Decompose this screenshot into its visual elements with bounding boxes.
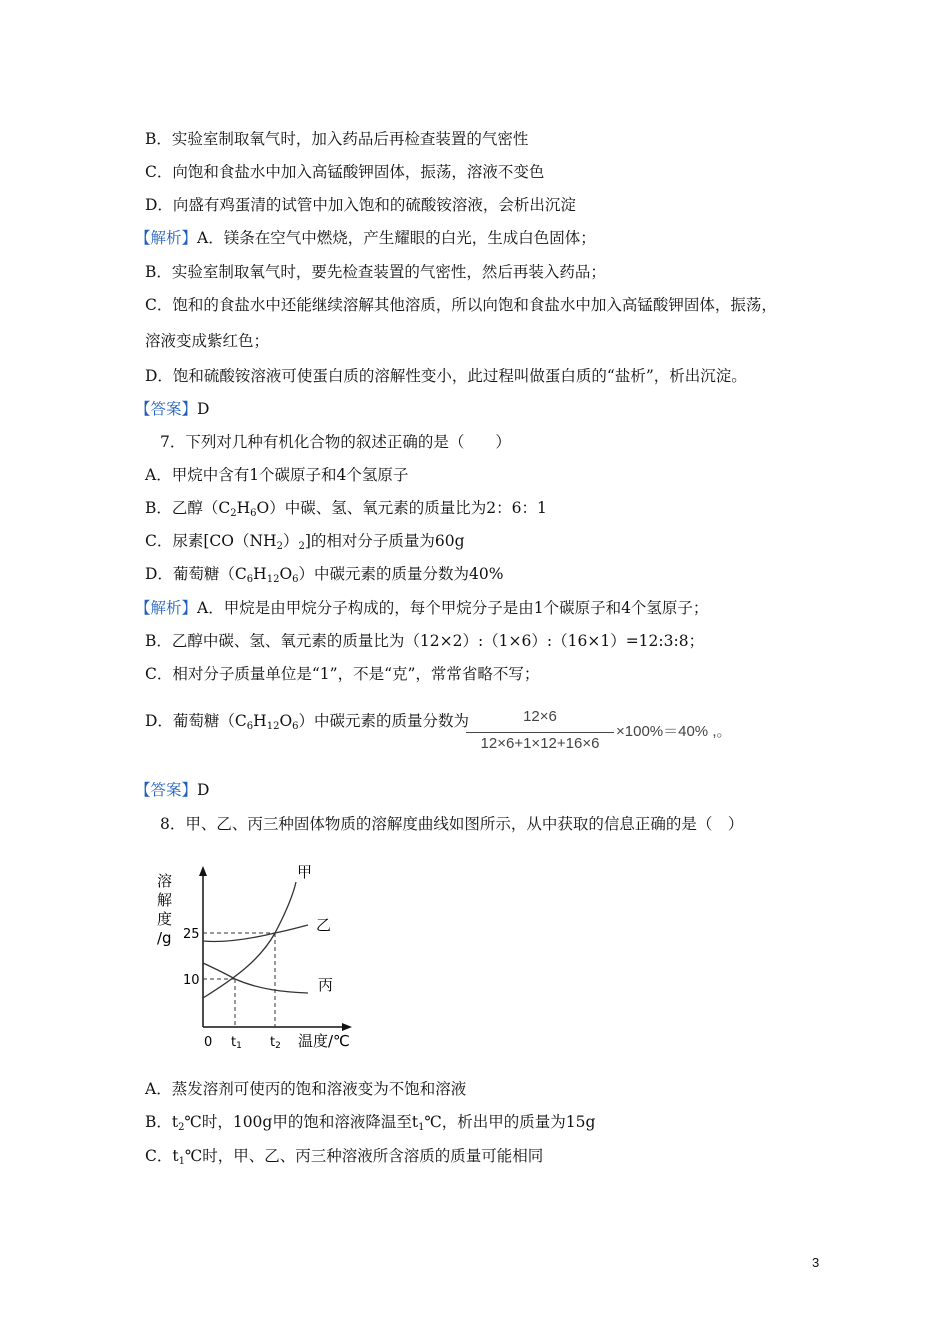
x-axis-arrow (342, 1023, 352, 1031)
option-a-q8: A．蒸发溶剂可使丙的饱和溶液变为不饱和溶液 (145, 1080, 467, 1098)
sub: 6 (246, 721, 254, 732)
analysis-q6-c-cont: 溶液变成紫红色； (145, 332, 270, 350)
question-8: 8．甲、乙、丙三种固体物质的溶解度曲线如图所示，从中获取的信息正确的是（ ） (160, 815, 744, 833)
t: H (236, 499, 251, 517)
option-d-q6: D．向盛有鸡蛋清的试管中加入饱和的硫酸铵溶液，会析出沉淀 (145, 196, 576, 214)
t: O (279, 565, 293, 583)
t: ）中碳元素的质量分数为 (298, 712, 470, 730)
answer-q7 (135, 779, 209, 801)
solubility-curve-figure (150, 850, 370, 1050)
option-c-q8 (145, 1145, 543, 1173)
ylabel-3: 度 (157, 910, 173, 928)
ylabel-1: 溶 (157, 872, 173, 890)
t: ） (282, 532, 299, 550)
analysis-q6-b: B．实验室制取氧气时，要先检查装置的气密性，然后再装入药品； (145, 263, 606, 281)
answer-q6 (135, 398, 209, 420)
analysis-q6-a (135, 227, 596, 249)
sub: 6 (250, 508, 257, 519)
answer-text: D (197, 400, 210, 418)
label-bing: 丙 (318, 976, 334, 994)
fraction-numerator: 12×6 (523, 708, 557, 725)
y-axis-arrow (199, 866, 207, 876)
sub: 2 (298, 541, 305, 552)
tick-origin: 0 (204, 1035, 213, 1050)
answer-tag: 【答案】 (135, 781, 198, 799)
sub: 2 (178, 1122, 185, 1133)
t: H (253, 712, 267, 730)
option-b-q7 (145, 497, 547, 525)
option-b-q6: B．实验室制取氧气时，加入药品后再检查装置的气密性 (145, 130, 529, 148)
option-c-q6: C．向饱和食盐水中加入高锰酸钾固体，振荡，溶液不变色 (145, 163, 545, 181)
tick-10: 10 (183, 973, 200, 988)
t: B．乙醇（C (145, 499, 231, 517)
curve-jia (203, 882, 296, 998)
t: ℃时，甲、乙、丙三种溶液所含溶质的质量可能相同 (184, 1147, 544, 1165)
t: H (253, 565, 267, 583)
t: ℃时，100g甲的饱和溶液降温至t (184, 1113, 419, 1131)
sub: 12 (266, 721, 280, 732)
analysis-q7-c: C．相对分子质量单位是“1”，不是“克”，常常省略不写； (145, 665, 540, 683)
option-b-q8 (145, 1111, 595, 1139)
analysis-q6-c: C．饱和的食盐水中还能继续溶解其他溶质，所以向饱和食盐水中加入高锰酸钾固体，振荡， (145, 296, 777, 314)
t: ]的相对分子质量为60g (304, 532, 465, 550)
sub: 1 (178, 1156, 185, 1167)
t: ）中碳元素的质量分数为40% (298, 565, 504, 583)
analysis-text: A．镁条在空气中燃烧，产生耀眼的白光，生成白色固体； (197, 229, 596, 247)
sub: 6 (292, 574, 299, 585)
t: ℃，析出甲的质量为15g (424, 1113, 596, 1131)
question-7: 7．下列对几种有机化合物的叙述正确的是（ ） (160, 433, 511, 451)
tick-25: 25 (183, 927, 200, 942)
analysis-q6-d: D．饱和硫酸铵溶液可使蛋白质的溶解性变小，此过程叫做蛋白质的“盐析”，析出沉淀。 (145, 367, 747, 385)
analysis-tag: 【解析】 (135, 229, 198, 247)
sub: 6 (292, 721, 299, 732)
tick-t1: t1 (231, 1035, 242, 1050)
t: B．t (145, 1113, 179, 1131)
page-number: 3 (812, 1255, 820, 1270)
answer-text: D (197, 781, 210, 799)
ylabel-4: /g (157, 929, 172, 947)
option-d-q7 (145, 563, 503, 591)
sub: 2 (230, 508, 237, 519)
ylabel-2: 解 (157, 891, 173, 909)
option-a-q7: A．甲烷中含有1个碳原子和4个氢原子 (145, 466, 409, 484)
analysis-q7-d (145, 710, 469, 738)
label-yi: 乙 (316, 916, 332, 934)
t: O）中碳、氢、氧元素的质量比为2：6：1 (256, 499, 547, 517)
t: C．尿素[CO（NH (145, 532, 277, 550)
label-jia: 甲 (297, 863, 313, 881)
option-c-q7 (145, 530, 465, 558)
sub: 2 (276, 541, 283, 552)
fraction-result: ×100%＝40% ,。 (616, 723, 732, 740)
sub: 1 (418, 1122, 425, 1133)
t: D．葡萄糖（C (145, 565, 247, 583)
xlabel: 温度/℃ (298, 1032, 350, 1050)
sub: 12 (266, 574, 280, 585)
analysis-text: A．甲烷是由甲烷分子构成的，每个甲烷分子是由1个碳原子和4个氢原子； (197, 599, 709, 617)
t: C．t (145, 1147, 179, 1165)
analysis-tag: 【解析】 (135, 599, 198, 617)
analysis-q7-a (135, 597, 708, 619)
fraction-bar (466, 732, 614, 733)
t: O (279, 712, 293, 730)
t: D．葡萄糖（C (145, 712, 247, 730)
analysis-q7-b: B．乙醇中碳、氢、氧元素的质量比为（12×2）:（1×6）:（16×1）=12:3:8； (145, 632, 705, 650)
sub: 6 (246, 574, 254, 585)
tick-t2: t2 (270, 1035, 281, 1050)
answer-tag: 【答案】 (135, 400, 198, 418)
fraction-denominator: 12×6+1×12+16×6 (480, 735, 600, 752)
